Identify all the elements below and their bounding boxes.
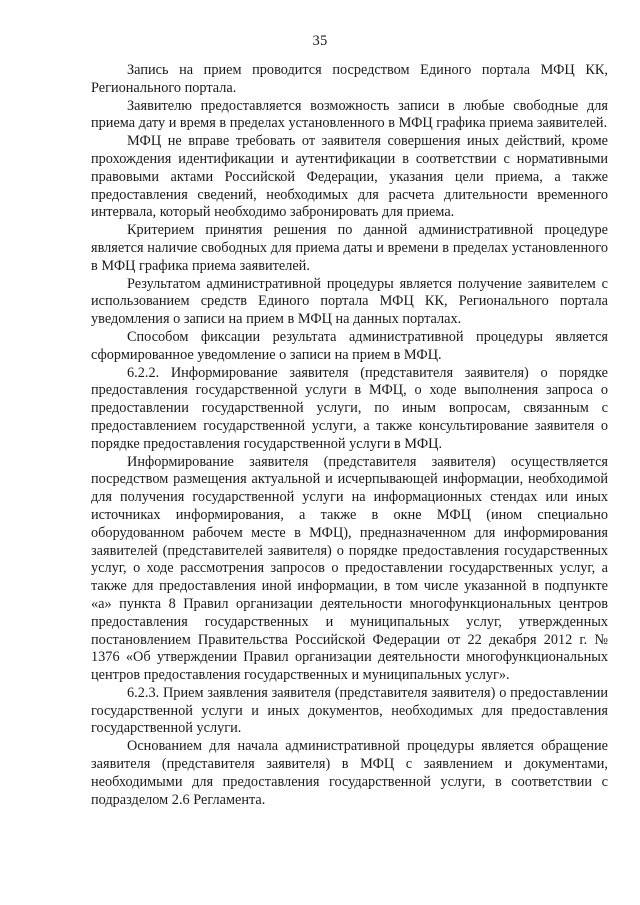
paragraph-decision-criterion: Критерием принятия решения по данной административной процедуре является наличие свободных для приема даты и времени в пределах установленного в МФЦ графика приема заявителей. [91, 222, 608, 274]
document-body [91, 62, 608, 809]
paragraph-result-recording: Способом фиксации результата административной процедуры является сформированное уведомление о записи на прием в МФЦ. [91, 328, 608, 363]
paragraph-procedure-basis: Основанием для начала административной процедуры является обращение заявителя (представителя заявителя) в МФЦ с заявлением и документами, необходимыми для предоставления государственной услуги, в соответствии с подразделом 2.6 Регламента. [91, 738, 608, 808]
page-number: 35 [312, 33, 328, 49]
paragraph-mfc-restrictions: МФЦ не вправе требовать от заявителя совершения иных действий, кроме прохождения идентификации и аутентификации в соответствии с нормативными правовыми актами Российской Федерации, указания цели приема, а также предоставления сведений, необходимых для расчета длительности временного интервала, который необходимо забронировать для приема. [91, 133, 608, 221]
paragraph-section-6-2-3: 6.2.3. Прием заявления заявителя (представителя заявителя) о предоставлении государственной услуги и иных документов, необходимых для предоставления государственной услуги. [91, 684, 608, 737]
paragraph-section-6-2-2: 6.2.2. Информирование заявителя (представителя заявителя) о порядке предоставления государственной услуги в МФЦ, о ходе выполнения запроса о предоставлении государственной услуги, по иным вопросам, связанным с предоставлением государственной услуги, а также консультирование заявителя о порядке предоставления государственной услуги в МФЦ. [91, 364, 608, 452]
paragraph-informing-applicant: Информирование заявителя (представителя заявителя) осуществляется посредством размещения актуальной и исчерпывающей информации, необходимой для получения государственной услуги на информационных стендах или иных источниках информирования, а также в окне МФЦ (ином специально оборудованном рабочем месте в МФЦ), предназначенном для информирования заявителей (представителей заявителя) о порядке предоставления государственных услуг, о ходе рассмотрения запросов о предоставлении государственных услуг, а также для предоставления иной информации, в том числе указанной в подпункте «а» пункта 8 Правил организации деятельности многофункциональных центров предоставления государственных и муниципальных услуг, утвержденных постановлением Правительства Российской Федерации от 22 декабря 2012 г. № 1376 «Об утверждении Правил организации деятельности многофункциональных центров предоставления государственных и муниципальных услуг». [91, 453, 608, 684]
paragraph-procedure-result: Результатом административной процедуры является получение заявителем с использованием средств Единого портала МФЦ КК, Регионального портала уведомления о записи на прием в МФЦ на данных порталах. [91, 275, 608, 328]
paragraph-appointment-method: Запись на прием проводится посредством Единого портала МФЦ КК, Регионального портала. [91, 62, 608, 96]
paragraph-booking-availability: Заявителю предоставляется возможность записи в любые свободные для приема дату и время в пределах установленного в МФЦ графика приема заявителей. [91, 97, 608, 132]
